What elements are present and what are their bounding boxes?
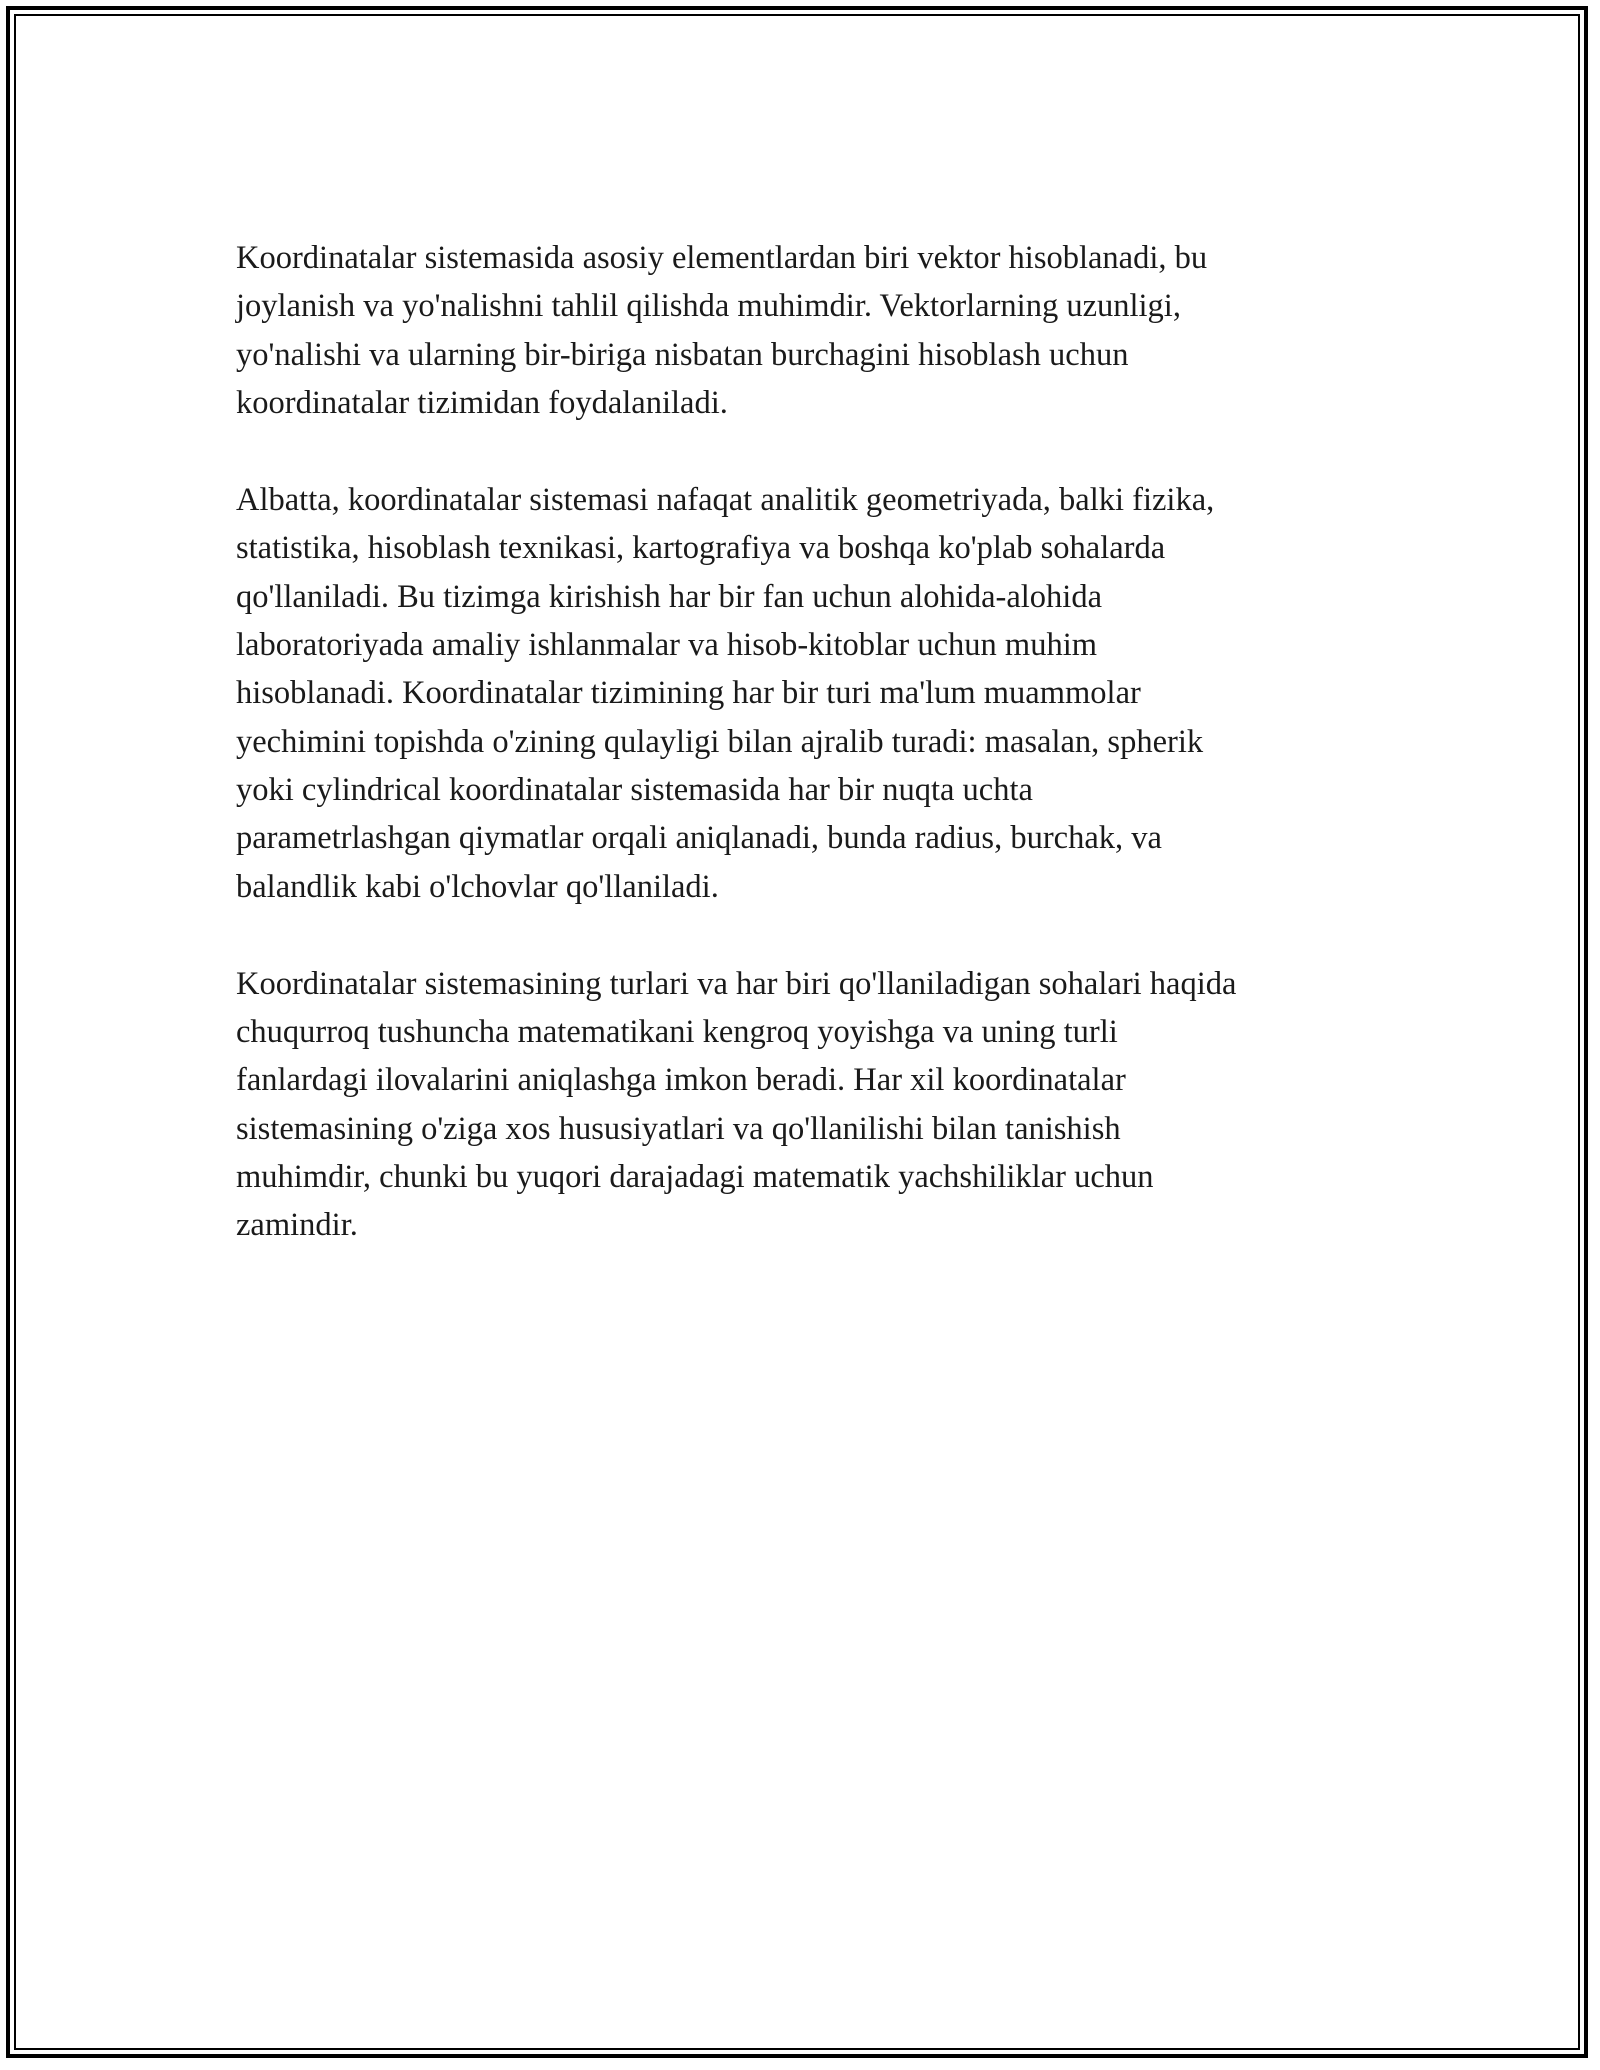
document-body — [236, 234, 1386, 1299]
paragraph-3: Koordinatalar sistemasining turlari va har biri qo'llaniladigan sohalari haqida chuqurroq tushuncha matematikani kengroq yoyishga va uning turli fanlardagi ilovalarini aniqlashga imkon beradi. Har xil koordinatalar sistemasining o'ziga xos hususiyatlari va qo'llanilishi bilan tanishish muhimdir, chunki bu yuqori darajadagi matematik yachshiliklar uchun zamindir. — [236, 965, 1237, 1244]
paragraph-2: Albatta, koordinatalar sistemasi nafaqat analitik geometriyada, balki fizika, statistika, hisoblash texnikasi, kartografiya va boshqa ko'plab sohalarda qo'llaniladi. Bu tizimga kirishish har bir fan uchun alohida-alohida laboratoriyada amaliy ishlanmalar va hisob-kitoblar uchun muhim hisoblanadi. Koordinatalar tizimining har bir turi ma'lum muammolar yechimini topishda o'zining qulayligi bilan ajralib turadi: masalan, spherik yoki cylindrical koordinatalar sistemasida har bir nuqta uchta parametrlashgan qiymatlar orqali aniqlanadi, bunda radius, burchak, va balandlik kabi o'lchovlar qo'llaniladi. — [236, 482, 1215, 905]
paragraph-1: Koordinatalar sistemasida asosiy elementlardan biri vektor hisoblanadi, bu joylanish va yo'nalishni tahlil qilishda muhimdir. Vektorlarning uzunligi, yo'nalishi va ularning bir-biriga nisbatan burchagini hisoblash uchun koordinatalar tizimidan foydalaniladi. — [236, 240, 1208, 421]
